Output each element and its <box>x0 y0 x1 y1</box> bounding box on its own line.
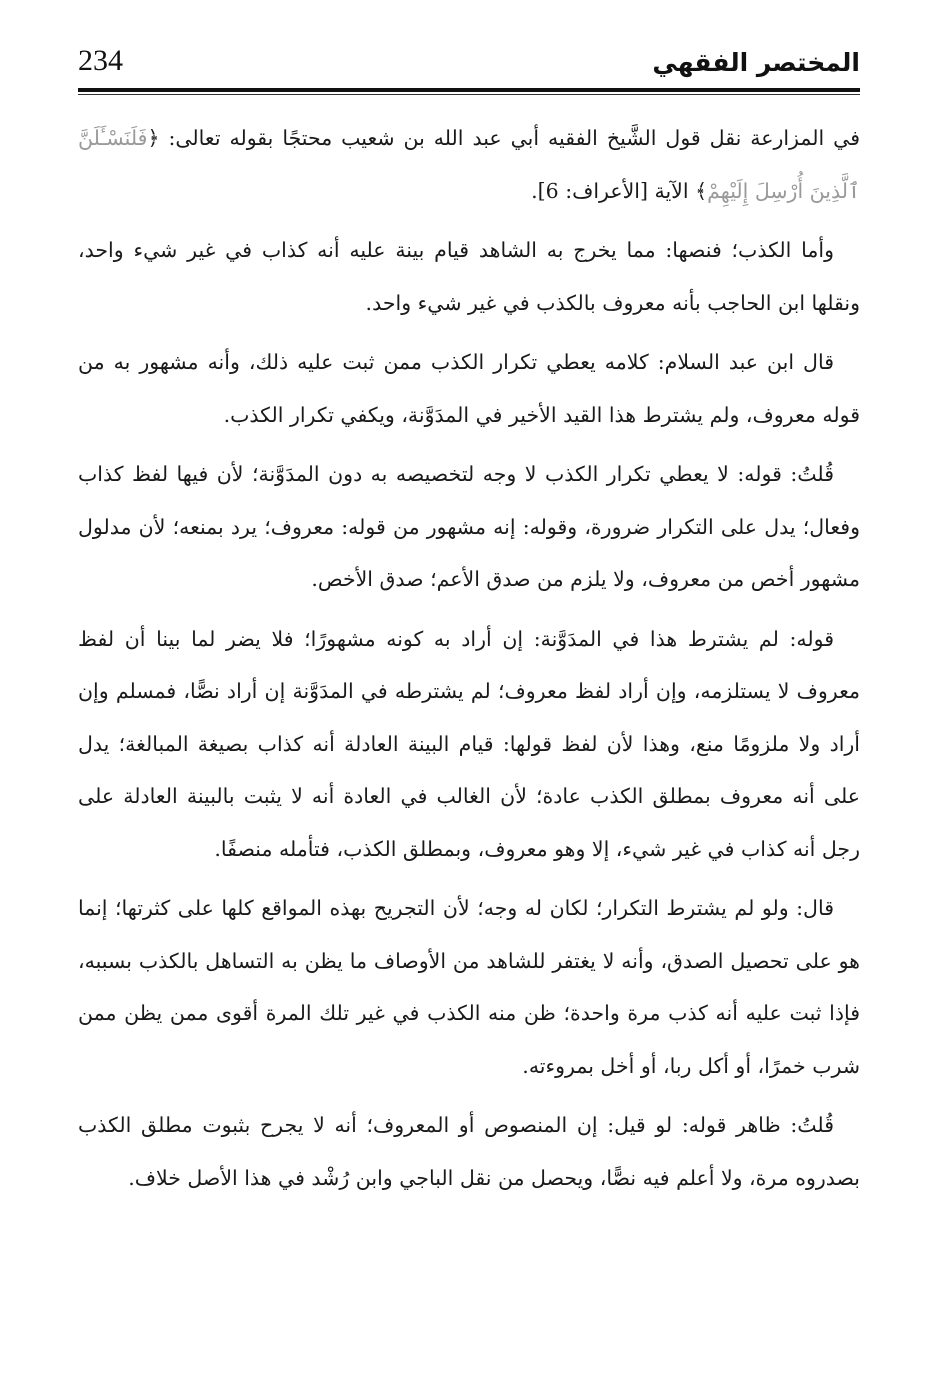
paragraph-2: وأما الكذب؛ فنصها: مما يخرج به الشاهد قيام بينة عليه أنه كذاب في غير شيء واحد، ونقلها ابن الحاجب بأنه معروف بالكذب في غير شيء واحد. <box>78 238 860 315</box>
quran-bracket-open: ﴿ <box>147 126 160 150</box>
quran-verse: فَلَنَسْـَٔلَنَّ ٱلَّذِينَ أُرْسِلَ إِلَيْهِمْ <box>78 126 860 203</box>
quran-bracket-close: ﴾ <box>695 178 708 203</box>
page-number: 234 <box>78 44 123 77</box>
paragraph-7: قُلتُ: ظاهر قوله: لو قيل: إن المنصوص أو المعروف؛ أنه لا يجرح بثبوت مطلق الكذب بصدروه مرة، ولا أعلم فيه نصًّا، ويحصل من نقل الباجي وابن رُشْد في هذا الأصل خلاف. <box>78 1113 860 1190</box>
main-text <box>78 112 860 1211</box>
paragraph-3: قال ابن عبد السلام: كلامه يعطي تكرار الكذب ممن ثبت عليه ذلك، وأنه مشهور به من قوله معروف، ولم يشترط هذا القيد الأخير في المدَوَّنة، ويكفي تكرار الكذب. <box>78 350 860 427</box>
paragraph-1 <box>78 112 860 217</box>
verse-reference: الآية [الأعراف: 6]. <box>531 178 696 203</box>
running-title: المختصر الفقهي <box>652 48 860 77</box>
header-rule-thick <box>78 88 860 92</box>
page-header <box>78 40 860 90</box>
paragraph-5: قوله: لم يشترط هذا في المدَوَّنة: إن أراد به كونه مشهورًا؛ فلا يضر لما بينا أن لفظ معروف لا يستلزمه، وإن أراد لفظ معروف؛ لم يشترطه في المدَوَّنة إن أراد نصًّا، فمسلم وإن أراد ولا ملزومًا منع، وهذا لأن لفظ قولها: قيام البينة العادلة أنه كذاب بصيغة المبالغة؛ يدل على أنه معروف بمطلق الكذب عادة؛ لأن الغالب في العادة أنه لا يثبت بالبينة العادلة على رجل أنه كذاب في غير شيء، إلا وهو معروف، وبمطلق الكذب، فتأمله منصفًا. <box>78 626 860 861</box>
paragraph-4: قُلتُ: قوله: لا يعطي تكرار الكذب لا وجه لتخصيصه به دون المدَوَّنة؛ لأن فيها لفظ كذاب وفعال؛ يدل على التكرار ضرورة، وقوله: إنه مشهور من قوله: معروف؛ يرد بمنعه؛ لأن مدلول مشهور أخص من معروف، ولا يلزم من صدق الأعم؛ صدق الأخص. <box>78 462 860 591</box>
paragraph-1-intro: في المزارعة نقل قول الشَّيخ الفقيه أبي عبد الله بن شعيب محتجًا بقوله تعالى: <box>159 126 860 150</box>
header-rule-thin <box>78 94 860 95</box>
paragraph-6: قال: ولو لم يشترط التكرار؛ لكان له وجه؛ لأن التجريح بهذه المواقع كلها على كثرتها؛ إنما هو على تحصيل الصدق، وأنه لا يغتفر للشاهد من الأوصاف ما يظن به التساهل بالكذب بسببه، فإذا ثبت عليه أنه كذب مرة واحدة؛ ظن منه الكذب في غير تلك المرة أقوى ممن يظن ممن شرب خمرًا، أو أكل ربا، أو أخل بمروءته. <box>78 896 860 1078</box>
